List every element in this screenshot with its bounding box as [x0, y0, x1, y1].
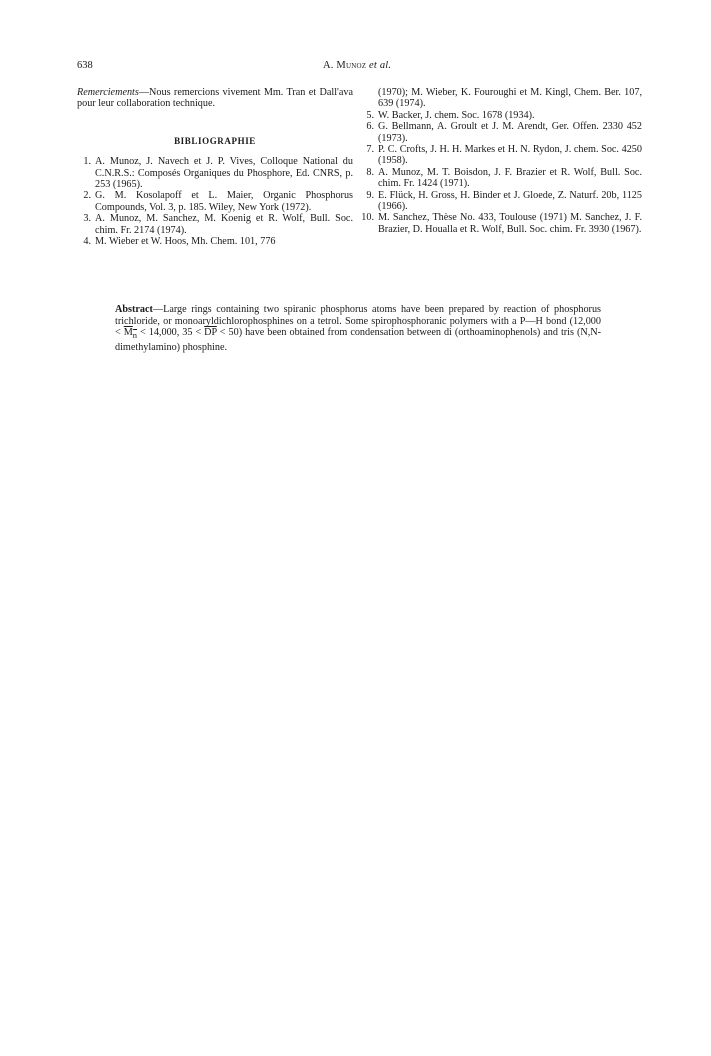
bibliography-heading: BIBLIOGRAPHIE [174, 135, 256, 146]
reference-number: 10. [361, 212, 374, 224]
abstract-text-part3: < 50) have been obtained from condensation between di (orthoaminophenols) and tris (N,N-dimethylamino) phosphine. [115, 327, 602, 353]
abstract-text-part2: < 14,000, 35 < [137, 327, 205, 339]
right-column [360, 87, 642, 235]
reference-text: M. Wieber et W. Hoos, Mh. Chem. 101, 776 [95, 236, 276, 248]
reference-text: M. Sanchez, Thèse No. 433, Toulouse (1971) M. Sanchez, J. F. Brazier, D. Houalla et R. Wolf, Bull. Soc. chim. Fr. 3930 (1967). [378, 212, 642, 235]
running-head [323, 60, 391, 71]
abstract [115, 304, 601, 353]
reference-text: (1970); M. Wieber, K. Fouroughi et M. Kingl, Chem. Ber. 107, 639 (1974). [378, 87, 642, 110]
mn-symbol [123, 327, 138, 341]
reference-text: A. Munoz, M. Sanchez, M. Koenig et R. Wolf, Bull. Soc. chim. Fr. 2174 (1974). [95, 213, 353, 236]
reference-number: 3. [83, 213, 91, 225]
reference-item [77, 213, 353, 236]
mn-subscript: n [132, 330, 138, 341]
reference-text: W. Backer, J. chem. Soc. 1678 (1934). [378, 109, 535, 121]
reference-number: 7. [366, 144, 374, 156]
reference-item [360, 144, 642, 167]
dp-symbol: $\overline{DP}$ [204, 327, 217, 339]
reference-number: 4. [83, 236, 91, 248]
acknowledgement-lead: Remerciements [77, 87, 139, 98]
acknowledgement-text: —Nous remercions vivement Mm. Tran et Dall'ava pour leur collaboration technique. [77, 87, 353, 110]
running-head-et-al: et al. [369, 60, 392, 71]
reference-item [77, 190, 353, 213]
reference-number: 2. [83, 190, 91, 202]
reference-text: E. Flück, H. Gross, H. Binder et J. Gloede, Z. Naturf. 20b, 1125 (1966). [378, 189, 642, 213]
reference-text: G. Bellmann, A. Groult et J. M. Arendt, Ger. Offen. 2330 452 (1973). [378, 121, 642, 144]
reference-list-left [77, 156, 353, 247]
reference-number: 1. [83, 156, 91, 168]
reference-item [360, 190, 642, 213]
reference-item [77, 236, 353, 247]
reference-item [360, 110, 642, 121]
running-head-author: A. Munoz [323, 60, 367, 71]
abstract-text-part1: —Large rings containing two spiranic phosphorus atoms have been prepared by reaction of phosphorus trichloride, or monoaryldichlorophosphines on a tetrol. Some spirophosphoranic polymers with a P—H bond (12,000 < [115, 304, 601, 339]
left-column [77, 87, 353, 247]
abstract-label: Abstract [115, 304, 153, 315]
reference-number: 6. [366, 121, 374, 133]
reference-number: 5. [366, 109, 374, 121]
reference-item [360, 212, 642, 235]
reference-text: A. Munoz, M. T. Boisdon, J. F. Brazier et R. Wolf, Bull. Soc. chim. Fr. 1424 (1971). [378, 166, 642, 190]
reference-text: G. M. Kosolapoff et L. Maier, Organic Phosphorus Compounds, Vol. 3, p. 185. Wiley, New York (1972). [95, 190, 353, 213]
reference-text: A. Munoz, J. Navech et J. P. Vives, Colloque National du C.N.R.S.: Composés Organiques du Phosphore, Ed. CNRS, p. 253 (1965). [95, 156, 353, 191]
acknowledgement [77, 87, 353, 110]
reference-item [360, 121, 642, 144]
reference-number: 8. [366, 166, 374, 178]
reference-number: 9. [366, 189, 374, 201]
page-number: 638 [77, 60, 93, 71]
reference-continuation [360, 87, 642, 110]
reference-list-right [360, 87, 642, 235]
reference-item [77, 156, 353, 190]
reference-item [360, 167, 642, 190]
reference-text: P. C. Crofts, J. H. H. Markes et H. N. Rydon, J. chem. Soc. 4250 (1958). [378, 144, 642, 167]
mn-letter: M [123, 327, 133, 339]
